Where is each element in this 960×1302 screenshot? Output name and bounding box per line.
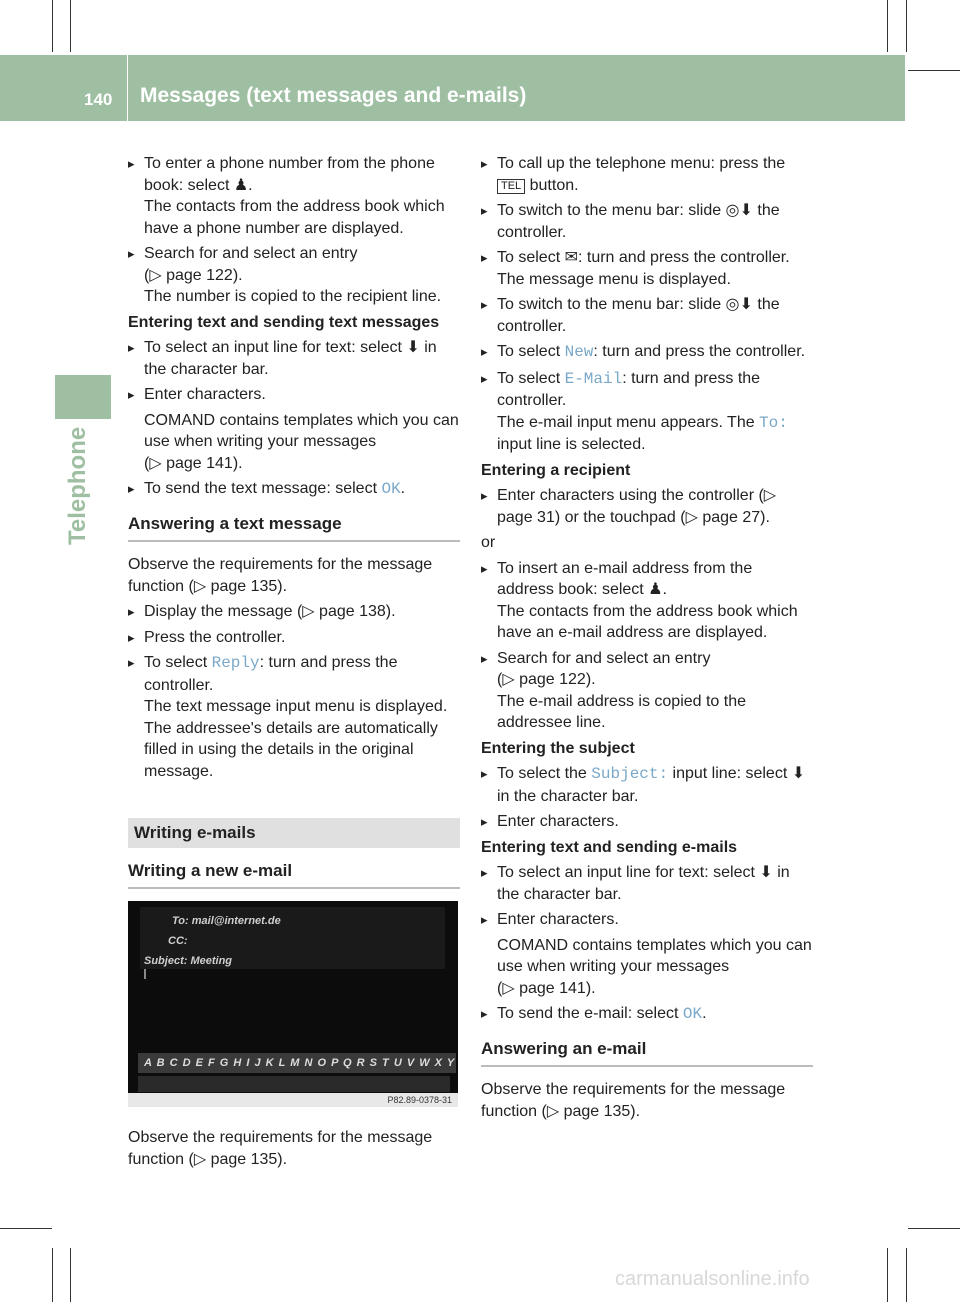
instruction-step: ▸ To select an input line for text: select ⬇ in the character bar. <box>481 862 813 905</box>
subheading: Entering text and sending text messages <box>128 313 440 331</box>
instruction-step: ▸ To call up the telephone menu: press the TEL button. <box>481 153 813 196</box>
crop-mark <box>70 1248 71 1302</box>
crop-mark <box>52 1248 53 1302</box>
ok-softkey: OK <box>682 1005 703 1023</box>
crop-mark <box>887 0 888 52</box>
crop-mark <box>908 1228 960 1229</box>
instruction-step: ▸ Enter characters. <box>481 811 813 833</box>
text-cursor <box>144 969 146 979</box>
instruction-step: ▸ Display the message (▷ page 138). <box>128 601 460 623</box>
to-line: To: mail@internet.de <box>172 915 281 927</box>
crop-mark <box>906 1248 907 1302</box>
instruction-step: ▸ To select E-Mail: turn and press the controller. The e-mail input menu appears. The To: input line is selected. <box>481 368 813 456</box>
cc-line: CC: <box>168 935 188 947</box>
page-number: 140 <box>84 90 113 109</box>
email-softkey: E-Mail <box>564 369 623 388</box>
crop-mark <box>70 0 71 52</box>
watermark: carmanualsonline.info <box>615 1268 810 1290</box>
crop-mark <box>0 1228 52 1229</box>
header-divider <box>127 55 128 121</box>
subheading: Entering a recipient <box>481 461 631 479</box>
section-heading: Answering an e-mail <box>481 1038 813 1068</box>
ok-softkey: OK <box>381 480 401 498</box>
instruction-step: ▸ Search for and select an entry (▷ page 122). The number is copied to the recipient line. <box>128 243 460 308</box>
instruction-step: ▸ Press the controller. <box>128 627 460 649</box>
tel-button-icon: TEL <box>497 179 525 194</box>
chapter-label: Telephone <box>64 426 91 545</box>
section-banner: Writing e-mails <box>128 818 460 848</box>
to-softkey: To: <box>759 413 788 432</box>
paragraph: or <box>481 534 496 551</box>
instruction-step: ▸ To switch to the menu bar: slide ◎⬇ the controller. <box>481 294 813 337</box>
instruction-step: ▸ To select Reply: turn and press the controller. The text message input menu is displayed. The addressee's details are automatically filled in using the details in the original message. <box>128 652 460 782</box>
instruction-step: ▸ To send the text message: select OK. <box>128 478 460 501</box>
instruction-step: ▸ Enter characters. COMAND contains templates which you can use when writing your messages (▷ page 141). <box>481 909 813 999</box>
instruction-step: ▸ To select an input line for text: select ⬇ in the character bar. <box>128 337 460 380</box>
subject-softkey: Subject: <box>591 765 669 783</box>
instruction-step: ▸ To select New: turn and press the controller. <box>481 341 813 364</box>
figure-reference: P82.89-0378-31 <box>128 1093 458 1107</box>
character-bar: A B C D E F G H I J K L M N O P Q R S T U V W X Y <box>138 1053 456 1073</box>
crop-mark <box>887 1248 888 1302</box>
subject-line: Subject: Meeting <box>144 955 233 967</box>
email-screen-figure <box>128 901 458 1107</box>
instruction-step: ▸ To enter a phone number from the phone book: select ♟. The contacts from the address book which have a phone number are displayed. <box>128 153 460 239</box>
instruction-step: ▸ To select the Subject: input line: select ⬇ in the character bar. <box>481 763 813 807</box>
paragraph: Observe the requirements for the message function (▷ page 135). <box>128 1129 433 1168</box>
chapter-tab <box>55 375 111 419</box>
section-heading: Writing a new e-mail <box>128 860 460 890</box>
paragraph: Observe the requirements for the message function (▷ page 135). <box>128 556 433 595</box>
new-softkey: New <box>564 343 594 361</box>
instruction-step: ▸ To insert an e-mail address from the address book: select ♟. The contacts from the address book which have an e-mail address are displayed. <box>481 558 813 644</box>
symbol-bar <box>138 1076 450 1092</box>
instruction-step: ▸ Enter characters. COMAND contains templates which you can use when writing your messages (▷ page 141). <box>128 384 460 474</box>
paragraph: Observe the requirements for the message function (▷ page 135). <box>481 1081 786 1120</box>
subheading: Entering the subject <box>481 739 635 757</box>
reply-softkey: Reply <box>211 654 260 672</box>
left-column <box>128 153 460 1174</box>
instruction-step: ▸ Enter characters using the controller (▷ page 31) or the touchpad (▷ page 27). <box>481 485 813 528</box>
right-column <box>481 153 813 1126</box>
crop-mark <box>52 0 53 52</box>
page-title: Messages (text messages and e-mails) <box>140 84 527 107</box>
instruction-step: ▸ To switch to the menu bar: slide ◎⬇ the controller. <box>481 200 813 243</box>
subheading: Entering text and sending e-mails <box>481 838 738 856</box>
instruction-step: ▸ Search for and select an entry (▷ page 122). The e-mail address is copied to the addressee line. <box>481 648 813 734</box>
crop-mark <box>908 70 960 71</box>
instruction-step: ▸ To select ✉: turn and press the controller. The message menu is displayed. <box>481 247 813 290</box>
crop-mark <box>906 0 907 52</box>
instruction-step: ▸ To send the e-mail: select OK. <box>481 1003 813 1026</box>
section-heading: Answering a text message <box>128 513 460 543</box>
